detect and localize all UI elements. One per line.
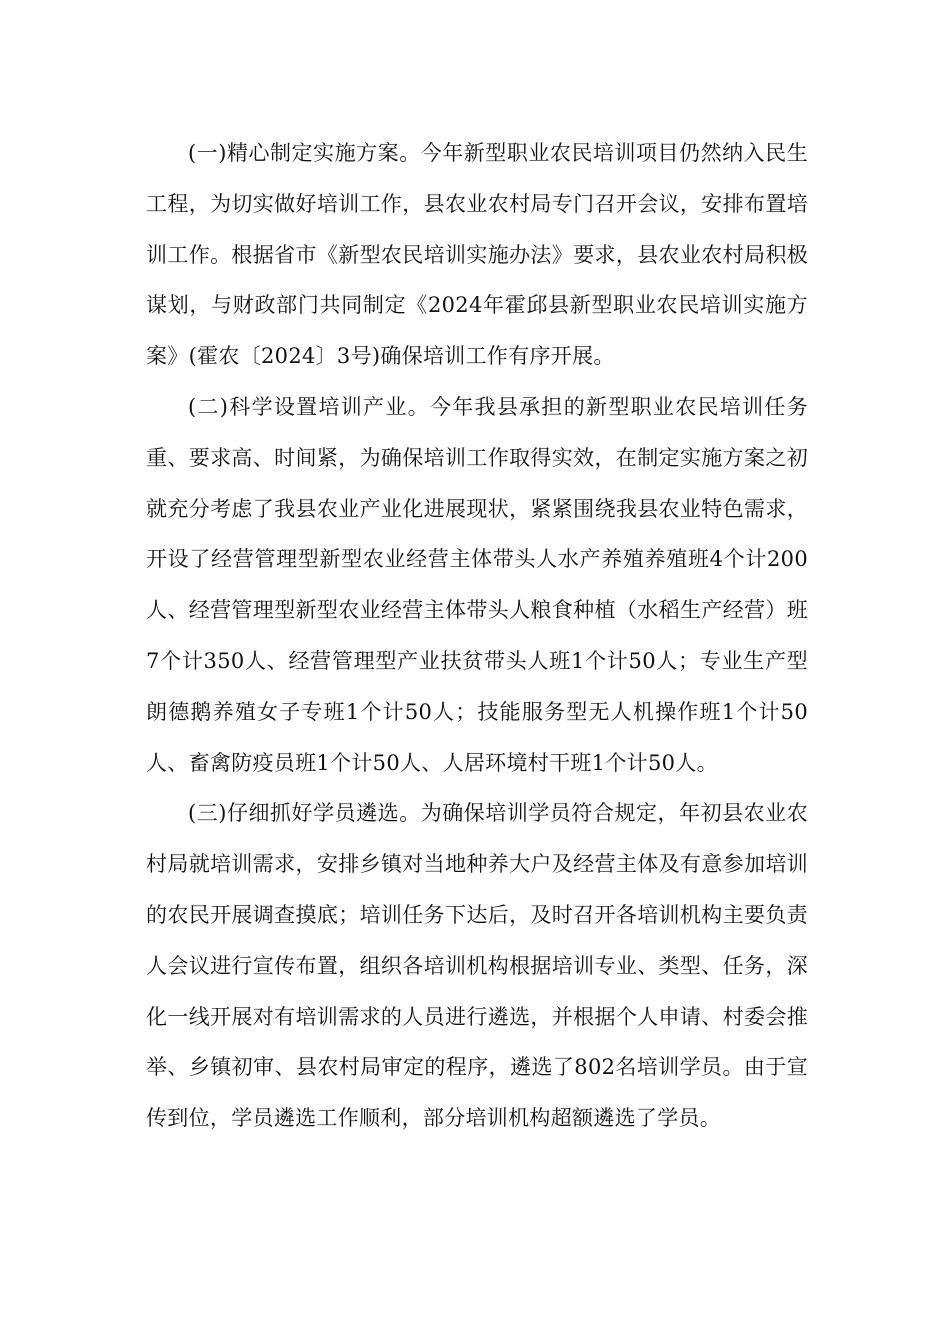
paragraph-plan: (一)精心制定实施方案。今年新型职业农民培训项目仍然纳入民生工程，为切实做好培训工作，县农业农村局专门召开会议，安排布置培训工作。根据省市《新型农民培训实施办法》要求，县农业农村局积极谋划，与财政部门共同制定《2024年霍邱县新型职业农民培训实施方案》(霍农〔2024〕3号)确保培训工作有序开展。 xyxy=(146,141,808,369)
paragraph-selection: (三)仔细抓好学员遴选。为确保培训学员符合规定，年初县农业农村局就培训需求，安排乡镇对当地种养大户及经营主体及有意参加培训的农民开展调查摸底；培训任务下达后，及时召开各培训机构主要负责人会议进行宣传布置，组织各培训机构根据培训专业、类型、任务，深化一线开展对有培训需求的人员进行遴选，并根据个人申请、村委会推举、乡镇初审、县农村局审定的程序，遴选了802名培训学员。由于宣传到位，学员遴选工作顺利，部分培训机构超额遴选了学员。 xyxy=(146,801,808,1131)
document-body xyxy=(146,128,808,1144)
paragraph-industry: (二)科学设置培训产业。今年我县承担的新型职业农民培训任务重、要求高、时间紧，为确保培训工作取得实效，在制定实施方案之初就充分考虑了我县农业产业化进展现状，紧紧围绕我县农业特色需求，开设了经营管理型新型农业经营主体带头人水产养殖养殖班4个计200人、经营管理型新型农业经营主体带头人粮食种植（水稻生产经营）班7个计350人、经营管理型产业扶贫带头人班1个计50人；专业生产型朗德鹅养殖女子专班1个计50人；技能服务型无人机操作班1个计50人、畜禽防疫员班1个计50人、人居环境村干班1个计50人。 xyxy=(146,394,808,775)
